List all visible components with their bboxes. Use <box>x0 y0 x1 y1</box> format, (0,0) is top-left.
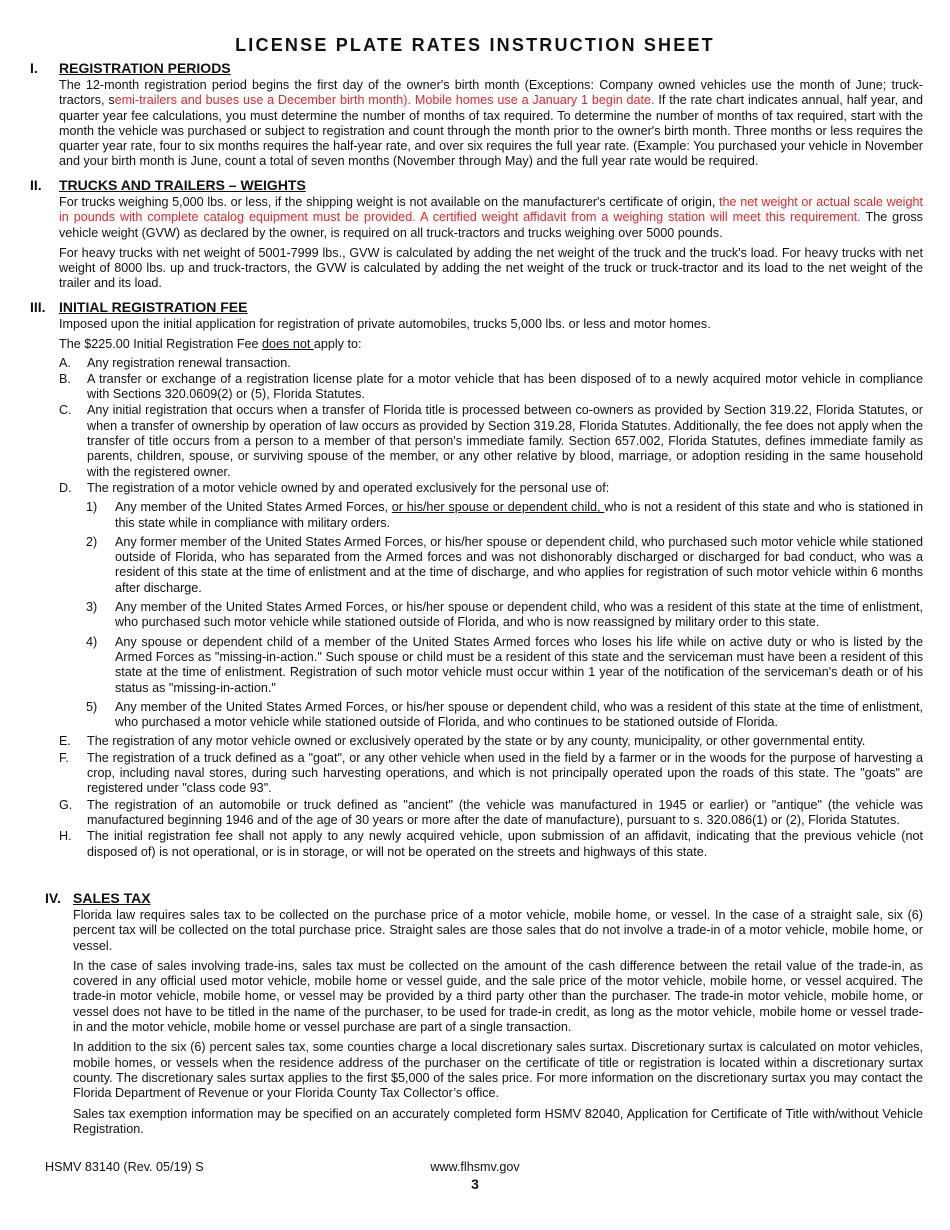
form-id: HSMV 83140 (Rev. 05/19) S <box>45 1160 204 1174</box>
list-text: Any spouse or dependent child of a member of the United States Armed forces who loses his life while on active duty or who is listed by the Armed Forces as "missing-in-action." Such spouse or child must be a resident of this state and the serviceman must have been a resident of this state at the time of enlistment. Registration of such motor vehicle must occur within 1 year of the notification of the serviceman's death or of his status as "missing-in-action." <box>115 634 923 695</box>
list-text: The registration of a motor vehicle owned by and operated exclusively for the personal use of: <box>87 480 610 495</box>
highlighted-text: the net weight or actual scale weight in pounds with complete catalog equipment must be provided. A certified weight affidavit from a weighing station will meet this requirement. <box>59 195 923 225</box>
list-item <box>59 480 923 496</box>
paragraph: For heavy trucks with net weight of 5001-7999 lbs., GVW is calculated by adding the net weight of the truck and the truck's load. For heavy trucks with net weight of 8000 lbs. up and truck-tractors, the GVW is calculated by adding the net weight of the truck or truck-tractor and its load to the net weight of the trailer and its load. <box>59 245 923 291</box>
list-label: D. <box>59 480 72 495</box>
list-text: The registration of a truck defined as a "goat", or any other vehicle when used in the field by a farmer or in the woods for the purpose of harvesting a crop, including naval stores, during such harvesting operations, and which is not principally operated upon the roads of this state. The "goats" are registered under "class code 93". <box>87 750 923 796</box>
list-text: The registration of any motor vehicle owned or exclusively operated by the state or by any county, municipality, or other governmental entity. <box>87 734 866 749</box>
section-number: IV. <box>45 890 61 906</box>
section-trucks-trailers-weights <box>0 177 950 292</box>
text-run: who is not a resident of this state and who is stationed in this state while in compliance with military orders. <box>115 500 923 530</box>
list-text: A transfer or exchange of a registration license plate for a motor vehicle that has been disposed of to a newly acquired motor vehicle in compliance with Sections 320.0609(2) or (5), Florida Statutes. <box>87 371 923 402</box>
section-number: I. <box>30 60 38 76</box>
list-item <box>59 797 923 829</box>
list-text: The initial registration fee shall not apply to any newly acquired vehicle, upon submission of an affidavit, indicating that the previous vehicle (not disposed of) is not operational, or is in storage, or will not be operated on the streets and highways of this state. <box>87 829 923 859</box>
list-text: Any member of the United States Armed Forces, or his/her spouse or dependent child, who was a resident of this state at the time of enlistment, who purchased such motor vehicle while stationed outside of Florida, and who is now reassigned by military order to this state. <box>115 600 923 630</box>
list-label: E. <box>59 734 71 749</box>
sub-list-item <box>86 699 923 731</box>
website-link[interactable]: www.flhsmv.gov <box>430 1160 520 1174</box>
paragraph <box>59 195 923 241</box>
list-label: 4) <box>86 634 98 649</box>
list-text: Any member of the United States Armed Forces, or his/her spouse or dependent child, who was a resident of this state at the time of enlistment, who purchased a motor vehicle while stationed outside of Florida, and who continues to be stationed outside of Florida. <box>115 699 923 730</box>
section-sales-tax <box>0 890 950 1137</box>
list-text: Any registration renewal transaction. <box>87 355 291 370</box>
list-item <box>59 734 923 749</box>
section-title: SALES TAX <box>73 890 151 906</box>
underlined-text: does not <box>262 337 314 352</box>
text-run: For trucks weighing 5,000 lbs. or less, if the shipping weight is not available on the manufacturer's certificate of origin, <box>59 195 720 209</box>
section-heading <box>0 177 950 193</box>
list-label: G. <box>59 797 73 812</box>
paragraph <box>59 337 923 352</box>
list-item <box>59 829 923 860</box>
list-label: C. <box>59 403 72 418</box>
page-title: LICENSE PLATE RATES INSTRUCTION SHEET <box>235 35 715 55</box>
list-item <box>59 403 923 479</box>
text-run: The $225.00 Initial Registration Fee <box>59 337 263 352</box>
list-label: B. <box>59 371 71 386</box>
underlined-text: or his/her spouse or dependent child, <box>391 500 605 515</box>
section-heading <box>0 60 950 76</box>
section-initial-registration-fee <box>0 299 950 860</box>
page-number: 3 <box>471 1176 479 1192</box>
paragraph: Sales tax exemption information may be specified on an accurately completed form HSMV 82040, Application for Certificate of Title with/without Vehicle Registration. <box>73 1106 923 1136</box>
section-number: II. <box>30 177 42 193</box>
text-run: If the rate chart indicates annual, half year, and quarter year fee calculations, you must determine the number of months of tax required. To determine the number of months of tax required, start with the month the vehicle was purchased or subject to registration and count through the month prior to the owner's birth month. Three months or less requires the quarter year rate, four to six months requires the half-year rate, and over six requires the full year rate. (Example: You purchased your vehicle in November and your birth month is June, count a total of seven months (November through May) and the full year rate would be required. <box>59 93 923 169</box>
list-item <box>59 371 923 403</box>
paragraph: In addition to the six (6) percent sales tax, some counties charge a local discretionary sales surtax. Discretionary surtax is calculated on motor vehicles, mobile homes, or vessels when the residence address of the purchaser on the certificate of title or registration is located within a discretionary surtax county. The discretionary sales surtax applies to the first $5,000 of the sales price. For more information on the discretionary surtax you may contact the Florida Department of Revenue or your Florida County Tax Collector’s office. <box>73 1040 923 1101</box>
text-run: apply to: <box>313 337 362 352</box>
list-label: H. <box>59 829 72 844</box>
paragraph: In the case of sales involving trade-ins, sales tax must be collected on the amount of the cash difference between the retail value of the trade-in, as covered in any official used motor vehicle, mobile home or vessel guide, and the sale price of the motor vehicle, mobile home, or vessel acquired. The trade-in motor vehicle, mobile home, or vessel may be provided by a third party other than the purchaser. The trade-in motor vehicle, mobile home, or vessel does not have to be titled in the name of the purchaser, to be used for trade-in credit, as long as the motor vehicle, mobile home or vessel trade-in and the motor vehicle, mobile home or vessel purchase are part of a single transaction. <box>73 958 923 1035</box>
sub-list-item <box>86 600 923 631</box>
list-item <box>59 750 923 797</box>
sub-list-item <box>86 500 923 531</box>
section-title: TRUCKS AND TRAILERS – WEIGHTS <box>59 177 306 193</box>
list-text: The registration of an automobile or truck defined as "ancient" (the vehicle was manufactured in 1945 or earlier) or "antique" (the vehicle was manufactured beginning 1946 and of the age of 30 years or more after the date of manufacture), pursuant to s. 320.086(1) or (2), Florida Statutes. <box>87 797 923 827</box>
list-text: Any former member of the United States Armed Forces, or his/her spouse or dependent child, who purchased such motor vehicle while stationed outside of Florida, who has separated from the Armed forces and was not dishonorably discharged or discharged for bad conduct, who was a resident of this state at the time of enlistment and at the time of discharge, and who applies for registration of such motor vehicle within 6 months after discharge. <box>115 534 923 595</box>
section-title: REGISTRATION PERIODS <box>59 60 231 76</box>
list-label: 2) <box>86 534 98 549</box>
sub-list-item <box>86 534 923 596</box>
text-run: Any member of the United States Armed Forces, <box>115 500 392 515</box>
list-item <box>59 355 923 371</box>
section-registration-periods <box>0 60 950 170</box>
section-number: III. <box>30 299 46 315</box>
section-title: INITIAL REGISTRATION FEE <box>59 299 248 315</box>
paragraph: Imposed upon the initial application for registration of private automobiles, trucks 5,000 lbs. or less and motor homes. <box>59 317 711 331</box>
paragraph <box>59 78 923 170</box>
list-label: F. <box>59 750 69 765</box>
section-heading <box>0 890 950 906</box>
list-label: 3) <box>86 600 98 615</box>
list-label: A. <box>59 355 71 370</box>
paragraph: Florida law requires sales tax to be collected on the purchase price of a motor vehicle, mobile home, or vessel. In the case of a straight sale, six (6) percent tax will be collected on the total purchase price. Straight sales are those sales that do not involve a trade-in of a motor vehicle, mobile home, or vessel. <box>73 908 923 953</box>
list-label: 1) <box>86 500 98 515</box>
list-text: Any initial registration that occurs when a transfer of Florida title is processed between co-owners as provided by Section 319.22, Florida Statutes, or when a transfer of ownership by operation of law occurs as provided by Section 319.28, Florida Statutes. Additionally, the fee does not apply when the transfer of title occurs from a person to a member of that person's immediate family. Section 657.002, Florida Statutes, defines immediate family as parents, children, spouse, or surviving spouse of the member, or any other relative by blood, marriage, or adoption residing in the same household with the registered owner. <box>87 403 923 479</box>
highlighted-text: emi-trailers and buses use a December birth month). Mobile homes use a January 1 begin date. <box>114 93 655 108</box>
section-heading <box>0 299 950 315</box>
sub-list-item <box>86 634 923 696</box>
list-label: 5) <box>86 699 98 714</box>
text-run: The gross vehicle weight (GVW) as declared by the owner, is required on all truck-tractors and trucks weighing over 5000 pounds. <box>59 210 923 240</box>
text-run: The 12-month registration period begins the first day of the owner's birth month (Exceptions: Company owned vehicles use the month of June; truck-tractors, s <box>59 78 923 108</box>
